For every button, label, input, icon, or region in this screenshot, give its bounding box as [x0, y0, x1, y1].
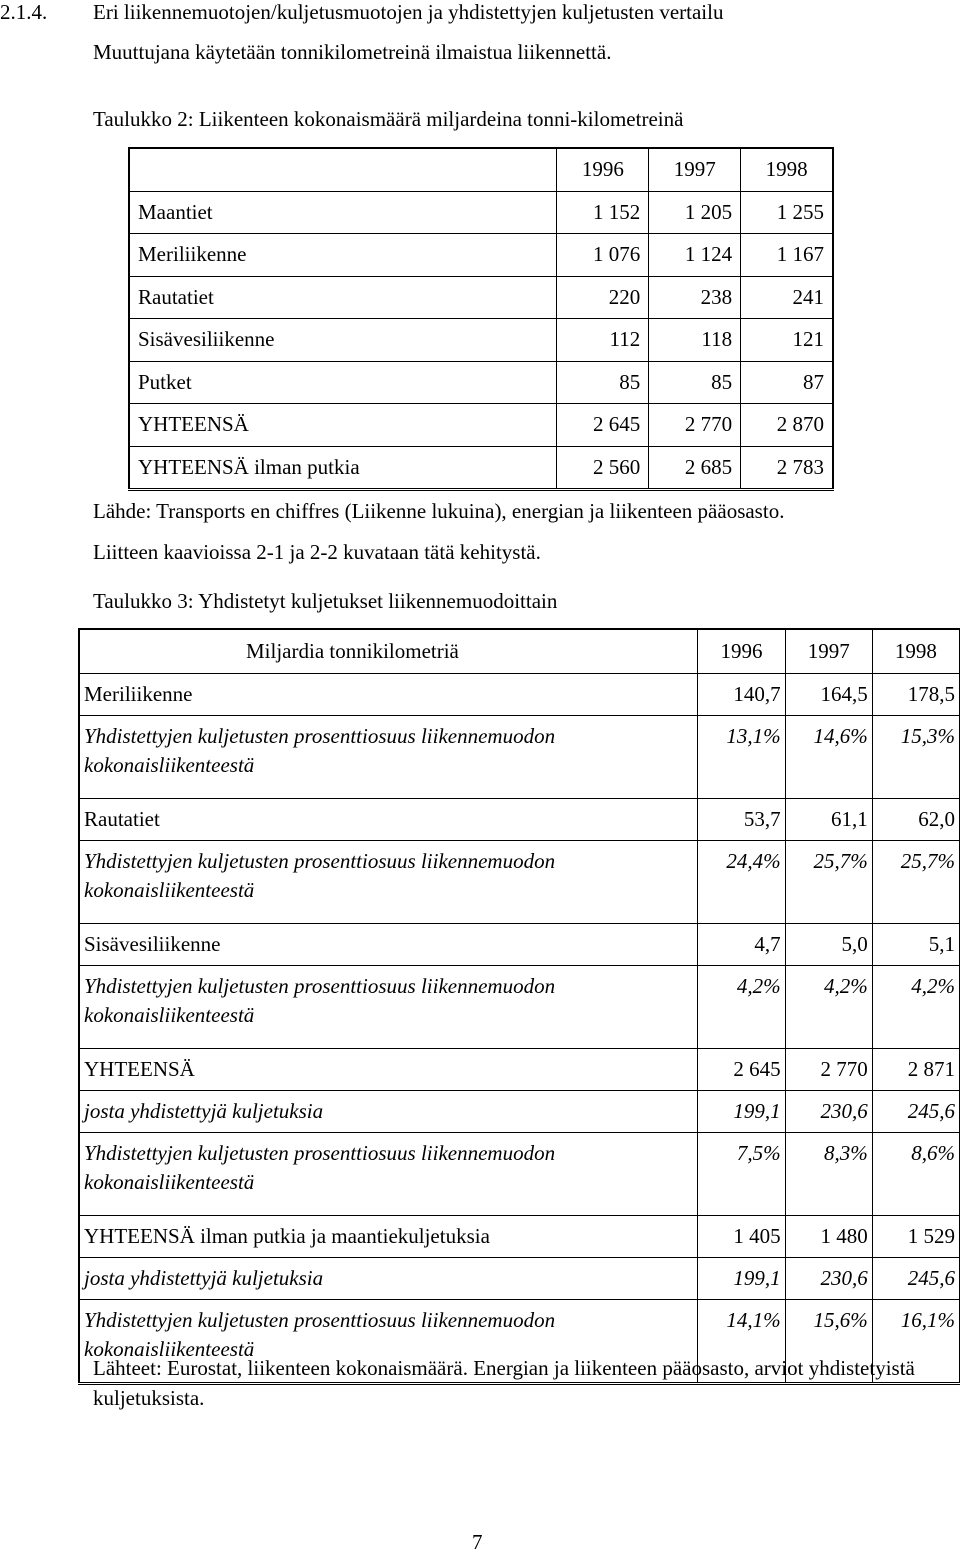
- cell-value: 1 076: [557, 234, 649, 277]
- cell-value: 62,0: [872, 799, 960, 841]
- table-row: [129, 234, 833, 277]
- table2: [128, 147, 834, 491]
- row-label: Maantiet: [129, 191, 557, 234]
- table3-year: 1996: [698, 629, 785, 674]
- row-label: Yhdistettyjen kuljetusten prosenttiosuus liikennemuodon kokonaisliikenteestä: [79, 841, 698, 924]
- row-label: Sisävesiliikenne: [129, 319, 557, 362]
- cell-value: 2 871: [872, 1049, 960, 1091]
- table-row: [79, 1091, 960, 1133]
- cell-value: 220: [557, 276, 649, 319]
- row-label: Putket: [129, 361, 557, 404]
- cell-value: 1 529: [872, 1216, 960, 1258]
- table2-caption: Taulukko 2: Liikenteen kokonaismäärä miljardeina tonni-kilometreinä: [93, 107, 684, 131]
- section-heading: [0, 0, 723, 25]
- table-row: [79, 1133, 960, 1216]
- cell-value: 25,7%: [785, 841, 872, 924]
- row-label: YHTEENSÄ: [79, 1049, 698, 1091]
- cell-value: 140,7: [698, 674, 785, 716]
- cell-value: 1 167: [741, 234, 833, 277]
- cell-value: 13,1%: [698, 716, 785, 799]
- table3-header-label: Miljardia tonnikilometriä: [79, 629, 698, 674]
- table-row: [79, 674, 960, 716]
- section-number: 2.1.4.: [0, 0, 48, 24]
- table2-note: Liitteen kaavioissa 2-1 ja 2-2 kuvataan tätä kehitystä.: [93, 540, 541, 564]
- cell-value: 1 205: [649, 191, 741, 234]
- cell-value: 118: [649, 319, 741, 362]
- table2-year: 1996: [557, 148, 649, 191]
- cell-value: 245,6: [872, 1258, 960, 1300]
- row-label: Yhdistettyjen kuljetusten prosenttiosuus liikennemuodon kokonaisliikenteestä: [79, 966, 698, 1049]
- table-row: [129, 446, 833, 490]
- cell-value: 14,6%: [785, 716, 872, 799]
- section-title: Eri liikennemuotojen/kuljetusmuotojen ja yhdistettyjen kuljetusten vertailu: [93, 0, 724, 24]
- table-row: [79, 799, 960, 841]
- table3-year: 1998: [872, 629, 960, 674]
- cell-value: 5,0: [785, 924, 872, 966]
- table2-header-row: [129, 148, 833, 191]
- table3-year: 1997: [785, 629, 872, 674]
- cell-value: 199,1: [698, 1091, 785, 1133]
- row-label: Meriliikenne: [129, 234, 557, 277]
- cell-value: 8,6%: [872, 1133, 960, 1216]
- cell-value: 25,7%: [872, 841, 960, 924]
- table2-year: 1998: [741, 148, 833, 191]
- table3-source: Lähteet: Eurostat, liikenteen kokonaismäärä. Energian ja liikenteen pääosasto, arviot yhdistetyistä kuljetuksista.: [93, 1356, 915, 1410]
- cell-value: 5,1: [872, 924, 960, 966]
- row-label: Yhdistettyjen kuljetusten prosenttiosuus liikennemuodon kokonaisliikenteestä: [79, 1300, 698, 1384]
- table3: [78, 628, 960, 1385]
- cell-value: 85: [649, 361, 741, 404]
- table-row: [129, 276, 833, 319]
- table-row: [129, 319, 833, 362]
- cell-value: 230,6: [785, 1091, 872, 1133]
- table2-year: 1997: [649, 148, 741, 191]
- cell-value: 4,2%: [785, 966, 872, 1049]
- cell-value: 2 645: [557, 404, 649, 447]
- cell-value: 238: [649, 276, 741, 319]
- cell-value: 199,1: [698, 1258, 785, 1300]
- cell-value: 2 770: [785, 1049, 872, 1091]
- cell-value: 121: [741, 319, 833, 362]
- table-row: [79, 841, 960, 924]
- table-row: [129, 361, 833, 404]
- table-row: [129, 191, 833, 234]
- cell-value: 1 152: [557, 191, 649, 234]
- row-label: Rautatiet: [129, 276, 557, 319]
- row-label: YHTEENSÄ ilman putkia ja maantiekuljetuksia: [79, 1216, 698, 1258]
- table-row: [79, 716, 960, 799]
- table-row: [79, 966, 960, 1049]
- cell-value: 24,4%: [698, 841, 785, 924]
- cell-value: 1 124: [649, 234, 741, 277]
- table-row: [129, 404, 833, 447]
- cell-value: 241: [741, 276, 833, 319]
- cell-value: 4,7: [698, 924, 785, 966]
- cell-value: 15,6%: [785, 1300, 872, 1384]
- cell-value: 2 685: [649, 446, 741, 490]
- row-label: josta yhdistettyjä kuljetuksia: [79, 1091, 698, 1133]
- cell-value: 1 405: [698, 1216, 785, 1258]
- cell-value: 2 783: [741, 446, 833, 490]
- cell-value: 1 255: [741, 191, 833, 234]
- table-row: [79, 1216, 960, 1258]
- cell-value: 85: [557, 361, 649, 404]
- cell-value: 112: [557, 319, 649, 362]
- cell-value: 61,1: [785, 799, 872, 841]
- cell-value: 16,1%: [872, 1300, 960, 1384]
- cell-value: 4,2%: [872, 966, 960, 1049]
- table-row: [79, 924, 960, 966]
- row-label: Rautatiet: [79, 799, 698, 841]
- row-label: Meriliikenne: [79, 674, 698, 716]
- cell-value: 87: [741, 361, 833, 404]
- intro-text: Muuttujana käytetään tonnikilometreinä ilmaistua liikennettä.: [93, 40, 612, 64]
- row-label: YHTEENSÄ ilman putkia: [129, 446, 557, 490]
- cell-value: 178,5: [872, 674, 960, 716]
- row-label: Yhdistettyjen kuljetusten prosenttiosuus liikennemuodon kokonaisliikenteestä: [79, 716, 698, 799]
- table3-header-row: [79, 629, 960, 674]
- cell-value: 2 560: [557, 446, 649, 490]
- row-label: josta yhdistettyjä kuljetuksia: [79, 1258, 698, 1300]
- cell-value: 4,2%: [698, 966, 785, 1049]
- table-row: [79, 1258, 960, 1300]
- cell-value: 14,1%: [698, 1300, 785, 1384]
- cell-value: 7,5%: [698, 1133, 785, 1216]
- cell-value: 53,7: [698, 799, 785, 841]
- table2-header-empty: [129, 148, 557, 191]
- cell-value: 245,6: [872, 1091, 960, 1133]
- cell-value: 230,6: [785, 1258, 872, 1300]
- row-label: YHTEENSÄ: [129, 404, 557, 447]
- table3-caption: Taulukko 3: Yhdistetyt kuljetukset liikennemuodoittain: [93, 589, 558, 613]
- row-label: Yhdistettyjen kuljetusten prosenttiosuus liikennemuodon kokonaisliikenteestä: [79, 1133, 698, 1216]
- row-label: Sisävesiliikenne: [79, 924, 698, 966]
- table-row: [79, 1049, 960, 1091]
- cell-value: 1 480: [785, 1216, 872, 1258]
- cell-value: 2 870: [741, 404, 833, 447]
- page-number: 7: [472, 1530, 483, 1554]
- table2-source: Lähde: Transports en chiffres (Liikenne lukuina), energian ja liikenteen pääosasto.: [93, 499, 785, 523]
- cell-value: 2 645: [698, 1049, 785, 1091]
- cell-value: 15,3%: [872, 716, 960, 799]
- cell-value: 8,3%: [785, 1133, 872, 1216]
- cell-value: 164,5: [785, 674, 872, 716]
- cell-value: 2 770: [649, 404, 741, 447]
